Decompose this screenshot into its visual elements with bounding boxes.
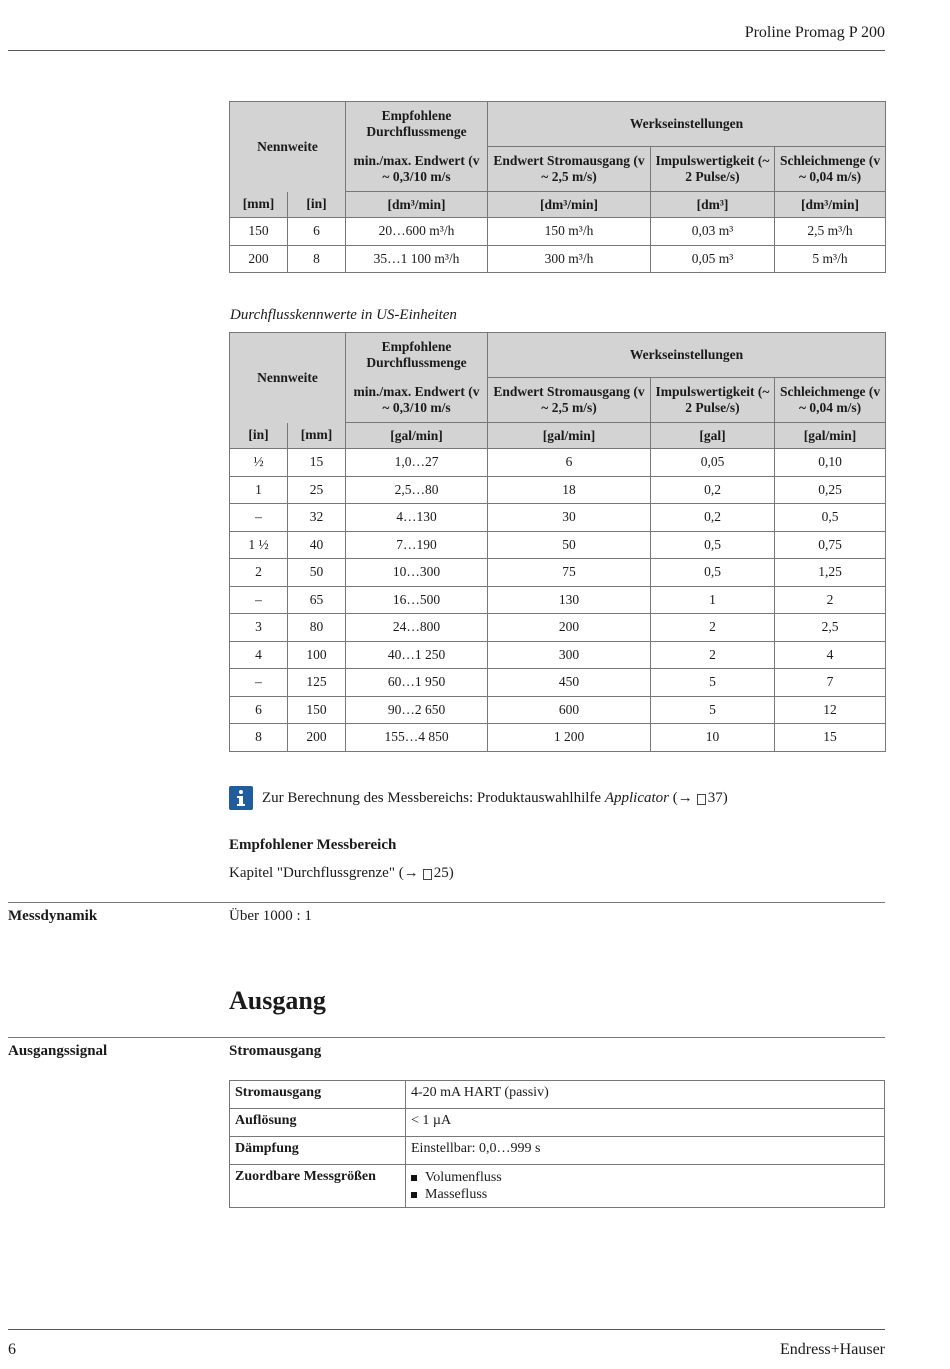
- ausgangssignal-label: Ausgangssignal: [8, 1043, 108, 1059]
- table-cell: 25: [288, 476, 346, 504]
- table-cell: 10…300: [346, 559, 488, 587]
- table-row: [230, 614, 886, 642]
- unit-header: [mm]: [230, 192, 288, 218]
- section-title: Ausgang: [229, 986, 326, 1015]
- header-werkseinstellungen: Werkseinstellungen: [488, 333, 886, 378]
- table-cell: 20…600 m³/h: [346, 218, 488, 246]
- bullet-icon: [411, 1175, 417, 1181]
- chapter-page-ref[interactable]: 25): [433, 865, 454, 881]
- table-row: [230, 449, 886, 477]
- info-icon: [229, 786, 253, 810]
- note-arrow: (→: [672, 789, 693, 806]
- list-item-label: Volumenfluss: [425, 1170, 502, 1185]
- header-divider: [8, 50, 885, 51]
- table-cell: 12: [775, 696, 886, 724]
- messdynamik-value: Über 1000 : 1: [229, 908, 312, 924]
- table-row: [230, 245, 886, 273]
- table-cell: 2: [651, 641, 775, 669]
- table-cell: 40: [288, 531, 346, 559]
- table-cell: 4: [230, 641, 288, 669]
- table-cell: 90…2 650: [346, 696, 488, 724]
- table-cell: 450: [488, 669, 651, 697]
- table-cell: 4: [775, 641, 886, 669]
- table-cell: 6: [230, 696, 288, 724]
- kv-value: [406, 1165, 885, 1208]
- table-cell: 2: [651, 614, 775, 642]
- table-cell: 6: [288, 218, 346, 246]
- unit-header: [dm³/min]: [488, 192, 651, 218]
- table-row: [230, 696, 886, 724]
- table-caption: Durchflusskennwerte in US-Einheiten: [230, 307, 457, 323]
- kv-key: Dämpfung: [230, 1137, 406, 1165]
- table-row: [230, 1109, 885, 1137]
- us-table-body: [230, 449, 886, 752]
- table-cell: 6: [488, 449, 651, 477]
- table-row: [230, 724, 886, 752]
- messdynamik-label: Messdynamik: [8, 908, 98, 924]
- table-row: [230, 476, 886, 504]
- table-cell: 150: [230, 218, 288, 246]
- page-number: 6: [8, 1341, 16, 1358]
- kv-key: Auflösung: [230, 1109, 406, 1137]
- table-cell: 2,5: [775, 614, 886, 642]
- kv-key: Zuordbare Messgrößen: [230, 1165, 406, 1208]
- table-cell: –: [230, 586, 288, 614]
- table-cell: 200: [488, 614, 651, 642]
- table-cell: 18: [488, 476, 651, 504]
- kv-key: Stromausgang: [230, 1081, 406, 1109]
- flow-table-us: [229, 332, 886, 752]
- table-cell: 0,05 m³: [651, 245, 775, 273]
- header-schleich: Schleichmenge (v ~ 0,04 m/s): [775, 147, 886, 192]
- table-cell: 600: [488, 696, 651, 724]
- table-cell: 0,75: [775, 531, 886, 559]
- kv-value: Einstellbar: 0,0…999 s: [406, 1137, 885, 1165]
- table-row: [230, 1165, 885, 1208]
- table-row: [230, 1137, 885, 1165]
- table-cell: 65: [288, 586, 346, 614]
- header-minmax: min./max. Endwert (v ~ 0,3/10 m/s: [346, 147, 488, 192]
- page-ref-icon: [697, 794, 706, 805]
- section-divider: [8, 1037, 885, 1038]
- table-cell: 35…1 100 m³/h: [346, 245, 488, 273]
- table-cell: 80: [288, 614, 346, 642]
- kv-value: 4-20 mA HART (passiv): [406, 1081, 885, 1109]
- table-row: [230, 1081, 885, 1109]
- header-nennweite: Nennweite: [230, 333, 346, 423]
- unit-header: [gal/min]: [488, 423, 651, 449]
- table-cell: 150: [288, 696, 346, 724]
- applicator-link[interactable]: Applicator: [604, 789, 670, 806]
- table-cell: 2: [230, 559, 288, 587]
- table-cell: 8: [288, 245, 346, 273]
- table-row: [230, 559, 886, 587]
- header-impuls: Impulswertigkeit (~ 2 Pulse/s): [651, 378, 775, 423]
- table-cell: 1: [230, 476, 288, 504]
- header-impuls: Impulswertigkeit (~ 2 Pulse/s): [651, 147, 775, 192]
- table-cell: 200: [288, 724, 346, 752]
- table-cell: 2,5…80: [346, 476, 488, 504]
- table-cell: 50: [288, 559, 346, 587]
- table-cell: 0,2: [651, 476, 775, 504]
- unit-header: [mm]: [288, 423, 346, 449]
- flow-table-metric: [229, 101, 886, 273]
- list-item: [411, 1186, 879, 1203]
- table-cell: 15: [775, 724, 886, 752]
- unit-header: [dm³/min]: [775, 192, 886, 218]
- table-row: [230, 641, 886, 669]
- document-title: Proline Promag P 200: [744, 24, 885, 41]
- brand-name: Endress+Hauser: [780, 1341, 885, 1358]
- table-cell: 0,2: [651, 504, 775, 532]
- table-cell: 24…800: [346, 614, 488, 642]
- note-page-ref[interactable]: 37): [707, 789, 728, 806]
- header-schleich: Schleichmenge (v ~ 0,04 m/s): [775, 378, 886, 423]
- table-cell: 300 m³/h: [488, 245, 651, 273]
- header-nennweite: Nennweite: [230, 102, 346, 192]
- table-cell: ½: [230, 449, 288, 477]
- table-row: [230, 218, 886, 246]
- unit-header: [gal]: [651, 423, 775, 449]
- header-empfohlene: Empfohlene Durchflussmenge: [346, 333, 488, 378]
- table-cell: –: [230, 669, 288, 697]
- table-cell: 0,25: [775, 476, 886, 504]
- table-cell: 1: [651, 586, 775, 614]
- table-cell: 130: [488, 586, 651, 614]
- unit-header: [in]: [288, 192, 346, 218]
- table-cell: 32: [288, 504, 346, 532]
- table-cell: 7: [775, 669, 886, 697]
- table-cell: 5: [651, 669, 775, 697]
- chapter-ref-text: Kapitel "Durchflussgrenze" (→: [229, 865, 419, 881]
- table-cell: 5: [651, 696, 775, 724]
- list-item-label: Massefluss: [425, 1187, 488, 1202]
- table-cell: 7…190: [346, 531, 488, 559]
- table-cell: 200: [230, 245, 288, 273]
- table-cell: 3: [230, 614, 288, 642]
- unit-header: [in]: [230, 423, 288, 449]
- table-cell: 0,05: [651, 449, 775, 477]
- page-ref-icon: [423, 869, 432, 880]
- list-item: [411, 1169, 879, 1186]
- header-werkseinstellungen: Werkseinstellungen: [488, 102, 886, 147]
- unit-header: [gal/min]: [775, 423, 886, 449]
- unit-header: [dm³]: [651, 192, 775, 218]
- table-cell: 100: [288, 641, 346, 669]
- header-endwert: Endwert Stromausgang (v ~ 2,5 m/s): [488, 378, 651, 423]
- table-cell: 75: [488, 559, 651, 587]
- table-cell: 1,25: [775, 559, 886, 587]
- unit-header: [gal/min]: [346, 423, 488, 449]
- table-cell: 125: [288, 669, 346, 697]
- table-cell: 30: [488, 504, 651, 532]
- table-cell: 0,10: [775, 449, 886, 477]
- table-cell: 1 200: [488, 724, 651, 752]
- table-cell: 5 m³/h: [775, 245, 886, 273]
- header-empfohlene: Empfohlene Durchflussmenge: [346, 102, 488, 147]
- table-cell: 300: [488, 641, 651, 669]
- stromausgang-table: [229, 1080, 885, 1208]
- note-text: Zur Berechnung des Messbereichs: Produktauswahlhilfe: [262, 789, 602, 806]
- table-cell: 60…1 950: [346, 669, 488, 697]
- table-cell: 1,0…27: [346, 449, 488, 477]
- table-cell: 150 m³/h: [488, 218, 651, 246]
- table-cell: 8: [230, 724, 288, 752]
- table-cell: 4…130: [346, 504, 488, 532]
- table-cell: 16…500: [346, 586, 488, 614]
- table-cell: 2,5 m³/h: [775, 218, 886, 246]
- table-cell: 0,5: [651, 559, 775, 587]
- table-cell: 0,5: [651, 531, 775, 559]
- header-endwert: Endwert Stromausgang (v ~ 2,5 m/s): [488, 147, 651, 192]
- table-cell: 15: [288, 449, 346, 477]
- table-cell: 155…4 850: [346, 724, 488, 752]
- table-cell: –: [230, 504, 288, 532]
- table-cell: 2: [775, 586, 886, 614]
- bullet-icon: [411, 1192, 417, 1198]
- section-divider: [8, 902, 885, 903]
- empfohlener-messbereich-heading: Empfohlener Messbereich: [229, 837, 397, 853]
- table-cell: 50: [488, 531, 651, 559]
- unit-header: [dm³/min]: [346, 192, 488, 218]
- info-note: [229, 786, 728, 810]
- table-cell: 10: [651, 724, 775, 752]
- footer-divider: [8, 1329, 885, 1330]
- table-row: [230, 669, 886, 697]
- kv-value: < 1 µA: [406, 1109, 885, 1137]
- header-minmax: min./max. Endwert (v ~ 0,3/10 m/s: [346, 378, 488, 423]
- empfohlener-messbereich-text: [229, 865, 454, 882]
- table-row: [230, 586, 886, 614]
- table-cell: 40…1 250: [346, 641, 488, 669]
- table-cell: 0,5: [775, 504, 886, 532]
- table-row: [230, 504, 886, 532]
- table-row: [230, 531, 886, 559]
- stromausgang-heading: Stromausgang: [229, 1043, 322, 1059]
- table-cell: 0,03 m³: [651, 218, 775, 246]
- table-cell: 1 ½: [230, 531, 288, 559]
